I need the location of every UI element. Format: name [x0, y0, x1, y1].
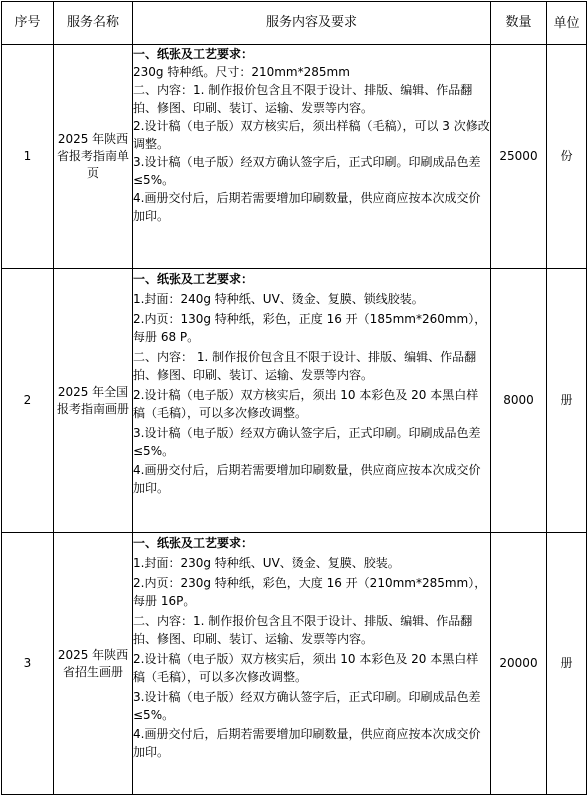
table-row: [2, 269, 587, 533]
content-line: 1.封面：230g 特种纸、UV、烫金、复膜、胶装。: [133, 556, 400, 570]
row-service-name: 2025 年陕西省招生画册: [54, 533, 133, 795]
content-line: 2.设计稿（电子版）双方核实后，须出 10 本彩色及 20 本黑白样稿（毛稿），可以多次修改调整。: [133, 388, 479, 420]
row-unit: 份: [547, 45, 587, 269]
row-quantity: 25000: [491, 45, 547, 269]
table-header-row: [2, 2, 587, 45]
content-line: 3.设计稿（电子版）经双方确认签字后，正式印刷。印刷成品色差≤5%。: [133, 690, 481, 722]
row-seq: 2: [2, 269, 54, 533]
row-seq: 1: [2, 45, 54, 269]
content-line: 一、纸张及工艺要求：: [133, 47, 254, 61]
content-line: 二、内容：1. 制作报价包含且不限于设计、排版、编辑、作品翻拍、修图、印刷、装订、运输、发票等内容。: [133, 83, 473, 115]
content-line: 一、纸张及工艺要求：: [133, 536, 254, 550]
row-content: [133, 269, 491, 533]
content-line: 2.内页：130g 特种纸，彩色，正度 16 开（185mm*260mm），每册 68 P。: [133, 312, 487, 344]
content-line: 3.设计稿（电子版）经双方确认签字后，正式印刷。印刷成品色差≤5%。: [133, 155, 481, 187]
content-line: 3.设计稿（电子版）经双方确认签字后，正式印刷。印刷成品色差≤5%。: [133, 426, 481, 458]
row-content: [133, 533, 491, 795]
row-unit: 册: [547, 269, 587, 533]
content-line: 4.画册交付后，后期若需要增加印刷数量，供应商应按本次成交价加印。: [133, 727, 481, 759]
content-line: 230g 特种纸。尺寸：210mm*285mm: [133, 65, 350, 79]
content-line: 1.封面：240g 特种纸、UV、烫金、复膜、锁线胶装。: [133, 292, 424, 306]
content-line: 4.画册交付后，后期若需要增加印刷数量，供应商应按本次成交价加印。: [133, 191, 481, 223]
content-line: 4.画册交付后，后期若需要增加印刷数量，供应商应按本次成交价加印。: [133, 463, 481, 495]
row-quantity: 20000: [491, 533, 547, 795]
header-quantity: 数量: [491, 2, 547, 45]
row-unit: 册: [547, 533, 587, 795]
header-content: 服务内容及要求: [133, 2, 491, 45]
content-line: 二、内容：1. 制作报价包含且不限于设计、排版、编辑、作品翻拍、修图、印刷、装订、运输、发票等内容。: [133, 614, 473, 646]
header-service-name: 服务名称: [54, 2, 133, 45]
content-line: 2.内页：230g 特种纸，彩色，大度 16 开（210mm*285mm），每册 16P。: [133, 576, 487, 608]
header-seq: 序号: [2, 2, 54, 45]
content-line: 二、内容： 1. 制作报价包含且不限于设计、排版、编辑、作品翻拍、修图、印刷、装订、运输、发票等内容。: [133, 350, 477, 382]
content-line: 一、纸张及工艺要求：: [133, 272, 254, 286]
row-service-name: 2025 年全国报考指南画册: [54, 269, 133, 533]
header-unit: 单位: [547, 2, 587, 45]
row-content: [133, 45, 491, 269]
row-quantity: 8000: [491, 269, 547, 533]
table-row: [2, 533, 587, 795]
row-seq: 3: [2, 533, 54, 795]
row-service-name: 2025 年陕西省报考指南单页: [54, 45, 133, 269]
content-line: 2.设计稿（电子版）双方核实后，须出 10 本彩色及 20 本黑白样稿（毛稿），可以多次修改调整。: [133, 652, 479, 684]
content-line: 2.设计稿（电子版）双方核实后，须出样稿（毛稿），可以 3 次修改调整。: [133, 119, 490, 151]
table-row: [2, 45, 587, 269]
service-requirements-table: [1, 1, 587, 795]
